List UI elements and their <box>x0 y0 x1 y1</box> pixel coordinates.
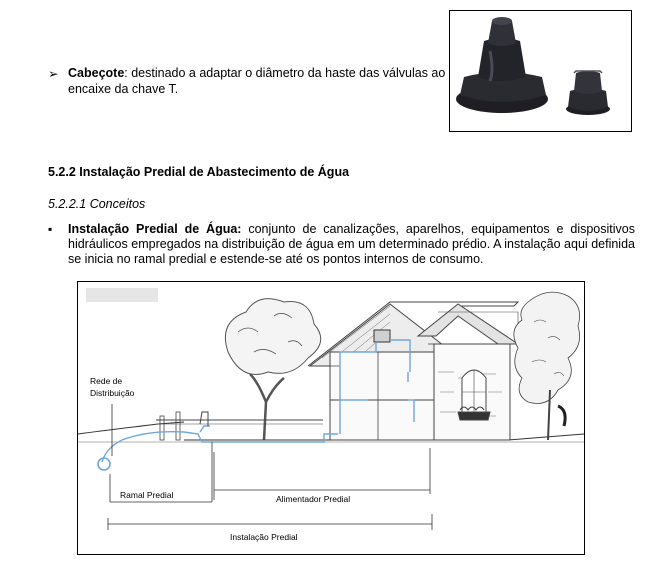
tree-left-icon <box>225 299 320 440</box>
section-heading: 5.2.2 Instalação Predial de Abastecimento de Água <box>48 165 350 179</box>
cabecote-paragraph <box>68 66 448 97</box>
label-instalacao-predial: Instalação Predial <box>230 532 298 542</box>
diagram-illustration <box>78 282 584 554</box>
square-bullet-icon: ▪ <box>48 222 53 236</box>
cabecote-term: Cabeçote <box>68 66 125 80</box>
label-ramal-predial: Ramal Predial <box>120 490 174 500</box>
water-installation-diagram <box>77 281 585 555</box>
label-alimentador-predial: Alimentador Predial <box>276 494 351 504</box>
arrow-bullet-icon: ➢ <box>48 67 59 81</box>
distribution-pipe-icon <box>98 458 110 470</box>
definition-term: Instalação Predial de Água: <box>68 222 242 236</box>
definition-paragraph <box>68 222 635 267</box>
tree-right-icon <box>514 292 580 440</box>
section-subheading: 5.2.2.1 Conceitos <box>48 197 146 211</box>
definition-text: conjunto de canalizações, aparelhos, equipamentos e dispositivos hidráulicos empregados na distribuição de água em um determinado prédio. A instalação aqui definida se inicia no ramal predial e estende-se até os pontos internos de consumo. <box>68 222 635 266</box>
label-rede-line1: Rede de <box>90 376 123 386</box>
valve-head-photo <box>449 10 632 132</box>
label-rede-line2: Distribuição <box>90 388 135 398</box>
cabecote-text: : destinado a adaptar o diâmetro da haste das válvulas ao encaixe da chave T. <box>68 66 446 96</box>
valve-head-icon <box>450 11 631 131</box>
